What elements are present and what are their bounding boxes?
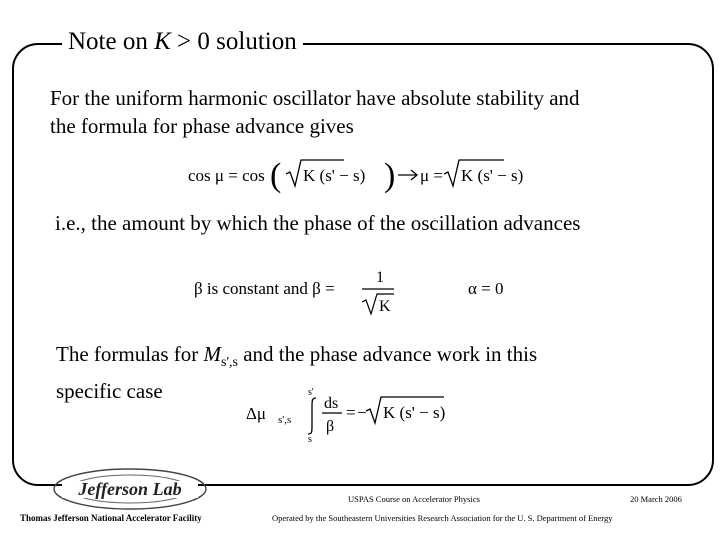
eq1-rhs-prefix: μ = xyxy=(420,166,443,185)
paragraph-1 xyxy=(50,84,580,140)
eq3-integrand-den: β xyxy=(326,418,335,435)
eq1-close-paren: ) xyxy=(384,157,396,194)
equation-delta-mu xyxy=(244,386,454,442)
paragraph-2: i.e., the amount by which the phase of the oscillation advances xyxy=(55,211,581,235)
eq1-rhs: K (s' − s) xyxy=(461,166,524,185)
eq3-lhs: Δμ xyxy=(246,404,267,423)
paragraph-3-line-2: specific case xyxy=(56,379,163,404)
eq3-rhs-prefix: = xyxy=(346,403,356,422)
eq2-numerator: 1 xyxy=(376,269,384,286)
logo-text: Jefferson Lab xyxy=(78,479,182,499)
eq3-minus: − xyxy=(357,403,367,422)
eq1-lhs: cos μ = cos xyxy=(188,166,265,185)
equation-beta-alpha xyxy=(190,262,530,318)
eq3-lhs-sub: s',s xyxy=(278,414,292,426)
paragraph-3-line-1: The formulas for $M_{s',s}$ and the phase advance work in this xyxy=(56,342,538,371)
eq3-rhs: K (s' − s) xyxy=(383,403,446,422)
eq3-lower-limit: s xyxy=(308,434,312,442)
paragraph-1-line-2: the formula for phase advance gives xyxy=(50,114,354,138)
eq1-inner: K (s' − s) xyxy=(303,166,366,185)
eq2-denominator: K xyxy=(379,298,391,315)
footer-organization: Thomas Jefferson National Accelerator Facility xyxy=(20,513,202,523)
paragraph-1-line-1: For the uniform harmonic oscillator have absolute stability and xyxy=(50,86,580,110)
jefferson-lab-logo xyxy=(40,462,220,516)
footer-course: USPAS Course on Accelerator Physics xyxy=(348,494,480,504)
footer-operated-by: Operated by the Southeastern Universities Research Association for the U. S. Department of Energy xyxy=(272,513,613,523)
eq3-upper-limit: s' xyxy=(308,387,314,398)
eq3-integral-sign xyxy=(308,398,316,434)
equation-phase-advance xyxy=(186,150,526,196)
eq2-alpha: α = 0 xyxy=(468,279,504,298)
eq1-open-paren: ( xyxy=(270,157,282,194)
slide-title: Note on K > 0 solution xyxy=(62,26,303,58)
footer-date: 20 March 2006 xyxy=(630,494,682,504)
eq3-integrand-num: ds xyxy=(324,395,339,412)
eq2-beta-text: β is constant and β = xyxy=(194,279,335,298)
